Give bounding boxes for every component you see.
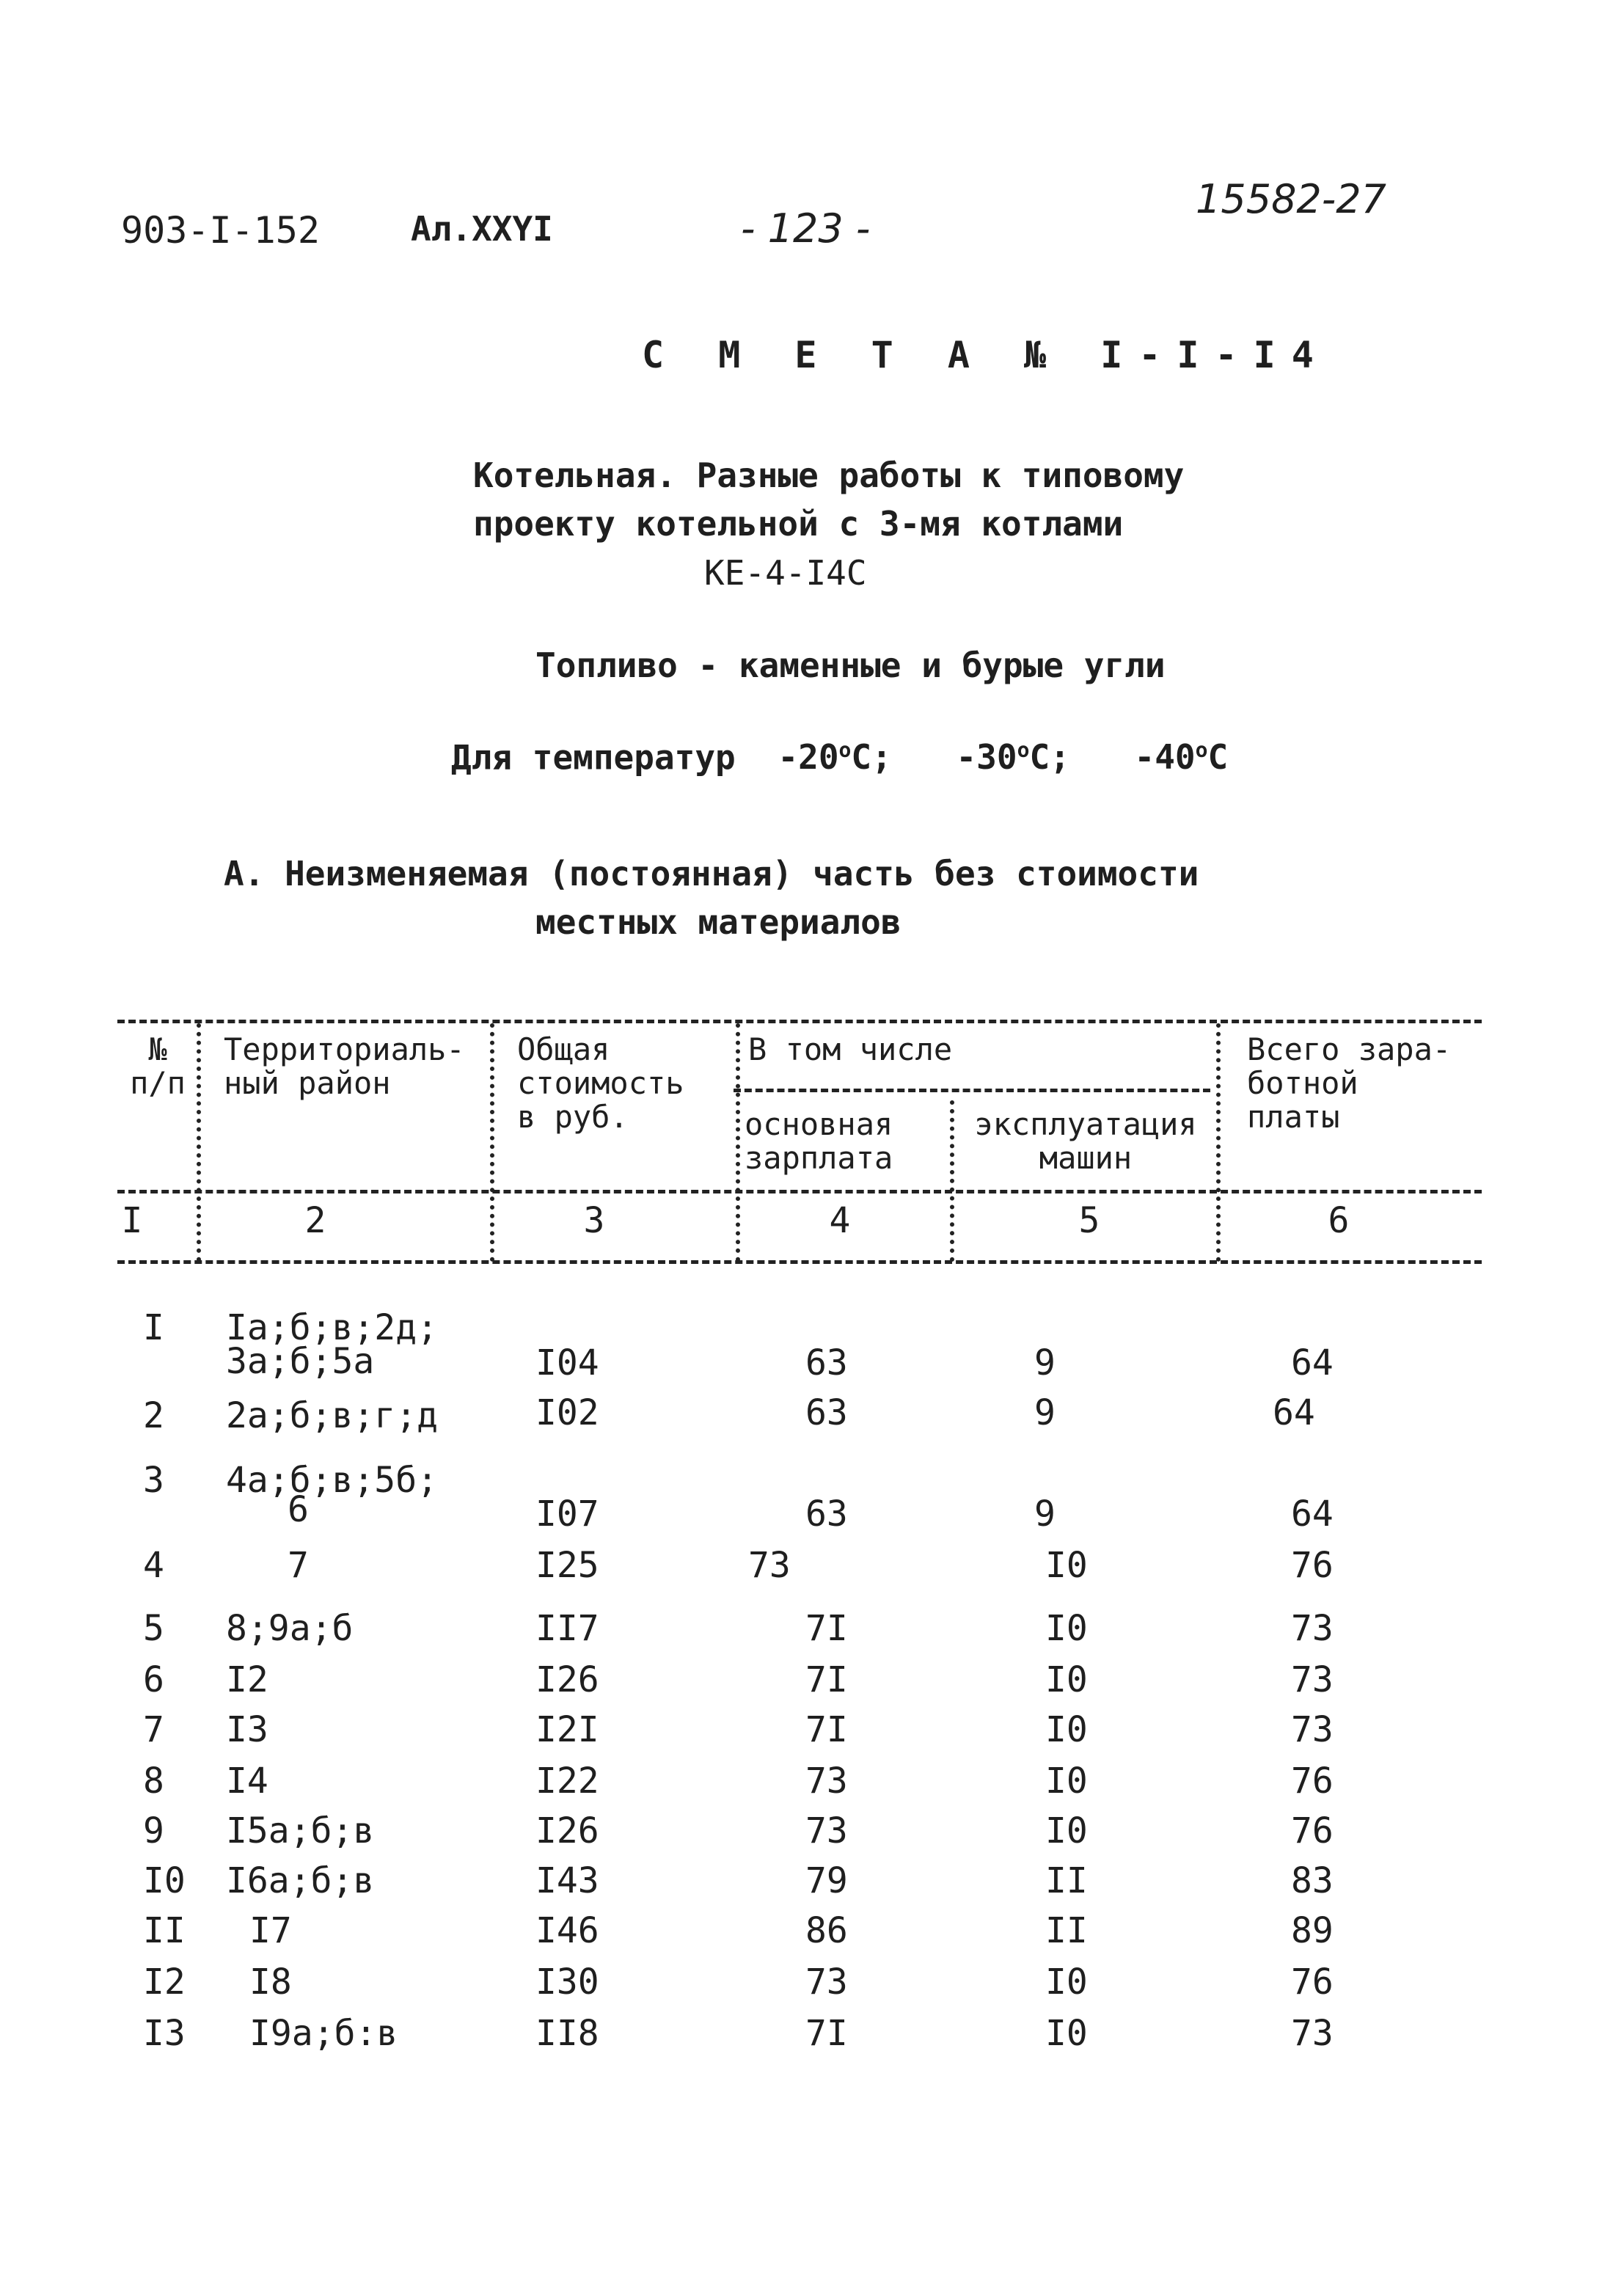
row-7-cost: I2I <box>535 1709 599 1750</box>
row-6-number: 6 <box>143 1659 164 1700</box>
row-7-number: 7 <box>143 1709 164 1750</box>
row-2-machines: 9 <box>1034 1392 1056 1433</box>
column-number-1: I <box>121 1200 143 1241</box>
row-12-machines: I0 <box>1045 1962 1088 2003</box>
header-bottom-rule <box>117 1190 1482 1193</box>
column-separator-3 <box>736 1023 740 1262</box>
row-5-cost: II7 <box>535 1608 599 1649</box>
row-4-region: 7 <box>288 1545 309 1586</box>
row-2-region: 2а;б;в;г;д <box>226 1395 438 1436</box>
row-3-total: 64 <box>1291 1494 1334 1535</box>
column-separator-2 <box>490 1023 494 1262</box>
row-9-wages: 73 <box>805 1810 848 1851</box>
row-10-wages: 79 <box>805 1860 848 1901</box>
column-number-2: 2 <box>304 1200 326 1241</box>
row-4-cost: I25 <box>535 1545 599 1586</box>
row-12-wages: 73 <box>805 1962 848 2003</box>
row-4-number: 4 <box>143 1545 164 1586</box>
row-3-number: 3 <box>143 1460 164 1501</box>
description-line-2: проекту котельной с 3-мя котлами <box>473 504 1124 544</box>
section-heading-line-2: местных материалов <box>535 902 901 942</box>
temperature-3: -40$^o$С <box>1134 737 1229 778</box>
reference-number: 15582-27 <box>1196 176 1386 222</box>
row-2-wages: 63 <box>805 1392 848 1433</box>
row-8-region: I4 <box>226 1761 268 1802</box>
estimate-title: С М Е Т А № I-I-I4 <box>642 334 1330 376</box>
row-3-cost: I07 <box>535 1494 599 1535</box>
row-2-total: 64 <box>1273 1392 1315 1433</box>
row-9-number: 9 <box>143 1810 164 1851</box>
header-including: В том числе <box>748 1031 953 1067</box>
row-11-machines: II <box>1045 1910 1088 1951</box>
row-10-region: I6а;б;в <box>226 1860 375 1901</box>
row-12-cost: I30 <box>535 1962 599 2003</box>
row-6-machines: I0 <box>1045 1659 1088 1700</box>
row-2-cost: I02 <box>535 1392 599 1433</box>
row-10-cost: I43 <box>535 1860 599 1901</box>
row-7-total: 73 <box>1291 1709 1334 1750</box>
row-4-total: 76 <box>1291 1545 1334 1586</box>
row-2-number: 2 <box>143 1395 164 1436</box>
temperature-2: -30$^o$С; <box>956 737 1070 778</box>
row-5-region: 8;9а;б <box>226 1608 354 1649</box>
row-1-cost: I04 <box>535 1342 599 1383</box>
table-top-rule <box>117 1020 1482 1023</box>
row-8-cost: I22 <box>535 1761 599 1802</box>
row-12-total: 76 <box>1291 1962 1334 2003</box>
row-12-region: I8 <box>249 1962 292 2003</box>
header-base-wages: основная зарплата <box>745 1106 893 1176</box>
row-9-total: 76 <box>1291 1810 1334 1851</box>
row-3-region-continued: 6 <box>288 1489 309 1530</box>
subheader-rule <box>734 1089 1210 1092</box>
row-13-wages: 7I <box>805 2013 848 2054</box>
row-6-region: I2 <box>226 1659 268 1700</box>
header-number: № п/п <box>130 1031 186 1101</box>
row-6-total: 73 <box>1291 1659 1334 1700</box>
row-13-machines: I0 <box>1045 2013 1088 2054</box>
document-code: 903-I-152 <box>121 209 320 252</box>
row-1-region-continued: 3а;б;5а <box>226 1341 375 1382</box>
row-13-number: I3 <box>143 2013 186 2054</box>
row-11-region: I7 <box>249 1910 292 1951</box>
row-11-number: II <box>143 1910 186 1951</box>
row-8-total: 76 <box>1291 1761 1334 1802</box>
column-number-6: 6 <box>1328 1200 1350 1241</box>
row-7-region: I3 <box>226 1709 268 1750</box>
row-11-total: 89 <box>1291 1910 1334 1951</box>
row-13-region: I9а;б:в <box>249 2013 398 2054</box>
column-numbers-bottom-rule <box>117 1260 1482 1264</box>
temperature-1: -20$^o$С; <box>778 737 892 778</box>
fuel-line: Топливо - каменные и бурые угли <box>535 646 1166 685</box>
row-8-wages: 73 <box>805 1761 848 1802</box>
album-number: Ал.XXYI <box>411 209 553 249</box>
column-number-3: 3 <box>583 1200 605 1241</box>
row-7-wages: 7I <box>805 1709 848 1750</box>
row-11-cost: I46 <box>535 1910 599 1951</box>
description-line-1: Котельная. Разные работы к типовому <box>473 456 1185 495</box>
page-number: - 123 - <box>741 205 871 252</box>
row-5-machines: I0 <box>1045 1608 1088 1649</box>
row-10-number: I0 <box>143 1860 186 1901</box>
row-11-wages: 86 <box>805 1910 848 1951</box>
row-1-total: 64 <box>1291 1342 1334 1383</box>
row-5-number: 5 <box>143 1608 164 1649</box>
temperature-label: Для температур <box>451 737 736 778</box>
row-9-machines: I0 <box>1045 1810 1088 1851</box>
row-13-cost: II8 <box>535 2013 599 2054</box>
row-5-total: 73 <box>1291 1608 1334 1649</box>
column-number-5: 5 <box>1078 1200 1100 1241</box>
header-total-wages: Всего зара- ботной платы <box>1247 1031 1452 1135</box>
row-10-machines: II <box>1045 1860 1088 1901</box>
row-1-region: Iа;б;в;2д; <box>226 1307 438 1348</box>
row-1-machines: 9 <box>1034 1342 1056 1383</box>
row-3-machines: 9 <box>1034 1494 1056 1535</box>
row-5-wages: 7I <box>805 1608 848 1649</box>
row-9-region: I5а;б;в <box>226 1810 375 1851</box>
row-4-wages: 73 <box>748 1545 791 1586</box>
row-12-number: I2 <box>143 1962 186 2003</box>
row-3-region: 4а;б;в;5б; <box>226 1460 438 1501</box>
header-machine-operation: эксплуатация машин <box>974 1106 1197 1176</box>
row-8-machines: I0 <box>1045 1761 1088 1802</box>
row-10-total: 83 <box>1291 1860 1334 1901</box>
header-region: Территориаль- ный район <box>224 1031 465 1101</box>
row-6-wages: 7I <box>805 1659 848 1700</box>
row-7-machines: I0 <box>1045 1709 1088 1750</box>
row-3-wages: 63 <box>805 1494 848 1535</box>
boiler-model: КЕ-4-I4С <box>704 553 867 593</box>
row-4-machines: I0 <box>1045 1545 1088 1586</box>
header-total-cost: Общая стоимость в руб. <box>517 1031 684 1135</box>
row-1-number: I <box>143 1307 164 1348</box>
row-1-wages: 63 <box>805 1342 848 1383</box>
row-8-number: 8 <box>143 1761 164 1802</box>
row-6-cost: I26 <box>535 1659 599 1700</box>
row-13-total: 73 <box>1291 2013 1334 2054</box>
section-heading-line-1: А. Неизменяемая (постоянная) часть без стоимости <box>224 854 1199 893</box>
row-9-cost: I26 <box>535 1810 599 1851</box>
column-number-4: 4 <box>829 1200 851 1241</box>
temperature-line <box>451 726 1228 781</box>
